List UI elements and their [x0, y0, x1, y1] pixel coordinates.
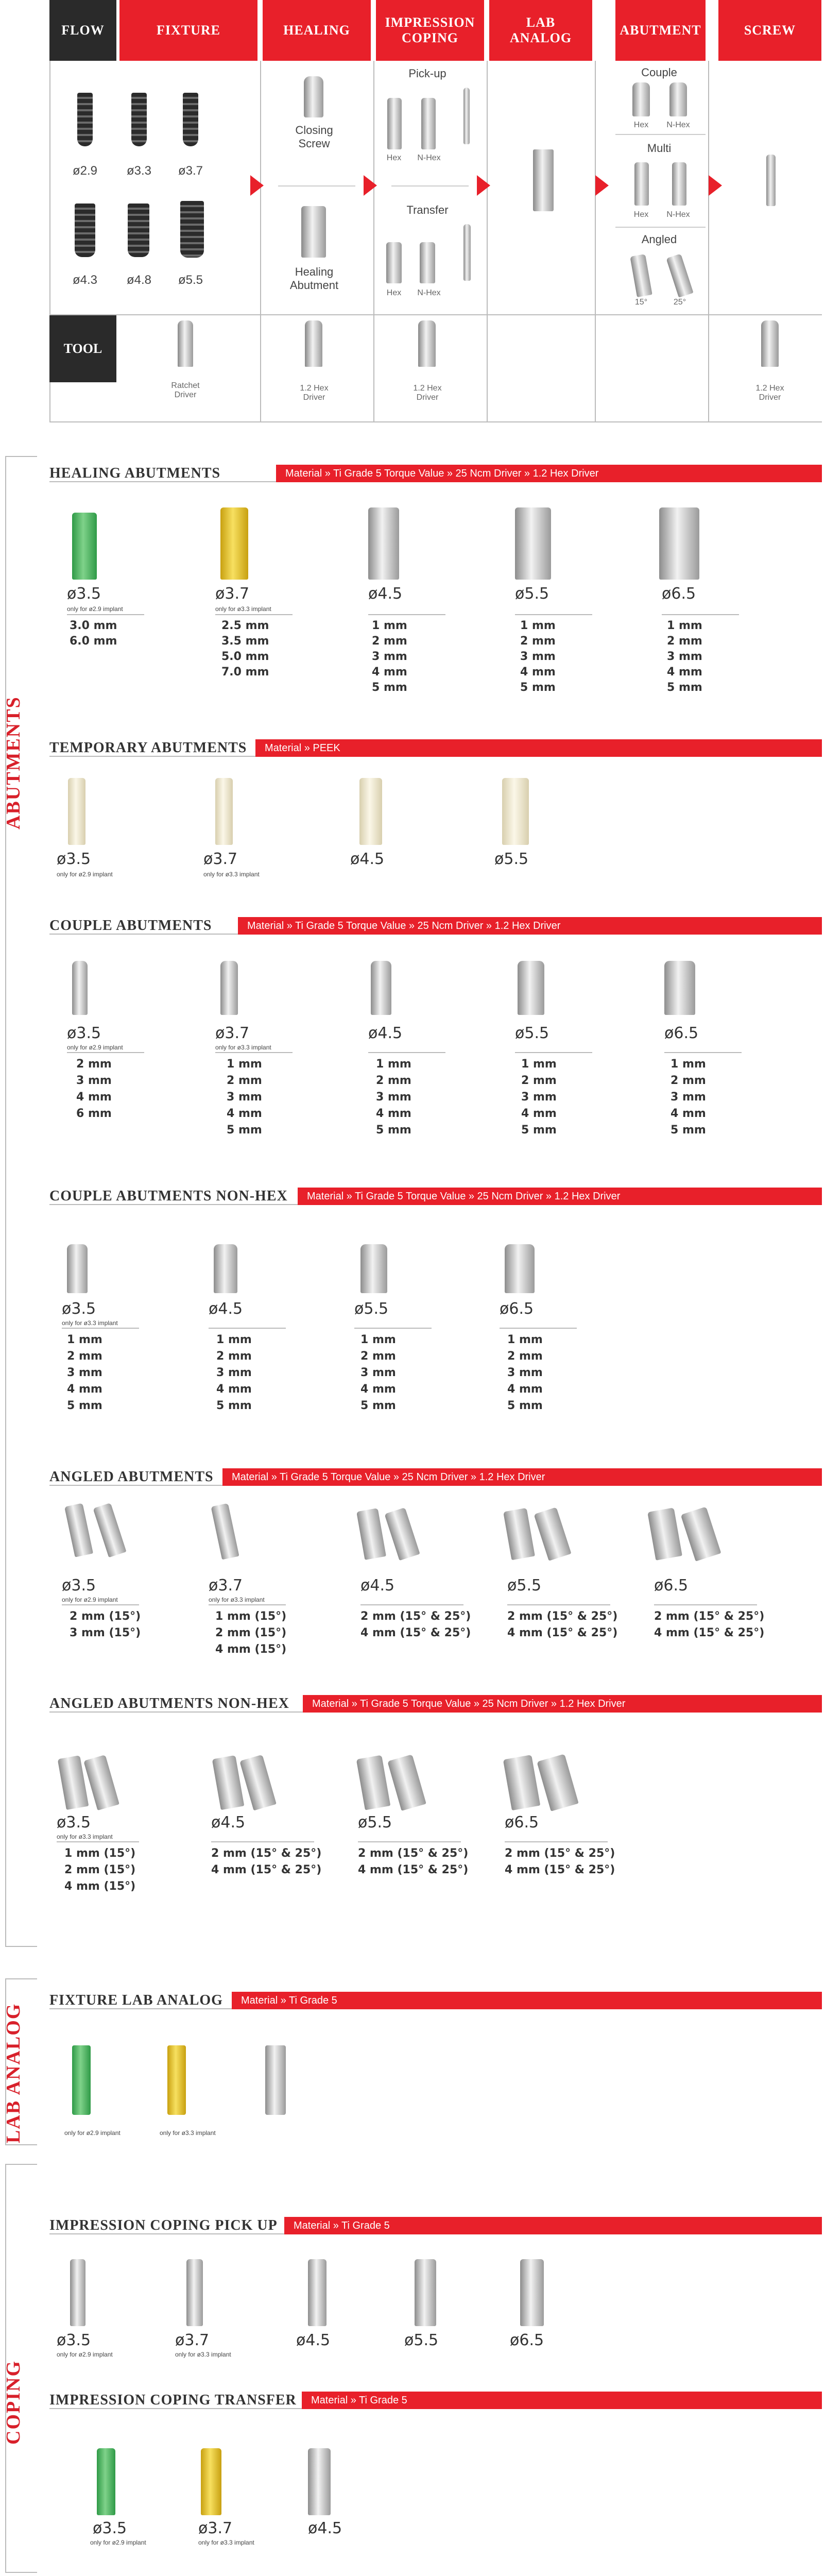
couple-abutment-icon — [371, 961, 391, 1015]
temporary-abutment-icon — [215, 778, 233, 845]
angled-abutment-icon — [503, 1508, 535, 1561]
nhex-label: N-Hex — [666, 121, 690, 129]
nhex-label: N-Hex — [417, 154, 441, 162]
section-title: IMPRESSION COPING TRANSFER — [49, 2392, 303, 2409]
abutment-group-label: Couple — [641, 66, 677, 79]
transfer-hex-icon — [386, 242, 402, 283]
implant-note: only for ø3.3 implant — [62, 1319, 118, 1327]
diameter-label: ø5.5 — [354, 1300, 389, 1318]
temporary-abutment-icon — [359, 778, 382, 845]
transfer-screw-icon — [463, 224, 471, 281]
section-header-healing — [49, 465, 822, 482]
section-spec-bar: Material » Ti Grade 5 — [302, 2392, 822, 2409]
lab-analog-icon — [72, 2045, 91, 2115]
size-list: 2 mm (15° & 25°) 4 mm (15° & 25°) — [360, 1610, 471, 1639]
angled-nonhex-icon — [212, 1755, 245, 1810]
fixture-size: ø4.8 — [126, 273, 152, 287]
angled-nonhex-icon — [239, 1755, 277, 1811]
angle-label: 15° — [634, 298, 648, 307]
nhex-label: N-Hex — [666, 210, 690, 219]
size-list: 2 mm (15° & 25°) 4 mm (15° & 25°) — [358, 1847, 469, 1876]
diameter-label: ø3.5 — [67, 585, 101, 603]
multi-nhex-icon — [672, 162, 686, 206]
section-title: COUPLE ABUTMENTS — [49, 918, 218, 934]
section-spec-bar: Material » Ti Grade 5 Torque Value » 25 Ncm Driver » 1.2 Hex Driver — [303, 1695, 822, 1713]
diameter-label: ø6.5 — [510, 2331, 544, 2349]
diameter-label: ø4.5 — [211, 1814, 246, 1832]
implant-note: only for ø3.3 implant — [198, 2539, 254, 2546]
lab-analog-icon — [533, 149, 554, 211]
diameter-label: ø5.5 — [358, 1814, 392, 1832]
section-spec-bar: Material » PEEK — [255, 739, 822, 757]
section-spec-bar: Material » Ti Grade 5 Torque Value » 25 Ncm Driver » 1.2 Hex Driver — [238, 917, 822, 935]
diameter-label: ø5.5 — [507, 1577, 542, 1595]
section-header-couple-nonhex — [49, 1188, 822, 1205]
flow-arrow-icon — [250, 175, 264, 196]
size-list: 1 mm 2 mm 3 mm 4 mm 5 mm — [216, 1333, 252, 1412]
header-impression-coping: IMPRESSION COPING — [376, 0, 484, 61]
tool-label: 1.2 Hex Driver — [755, 384, 784, 402]
side-label-lab-analog: LAB ANALOG — [3, 2003, 24, 2143]
angled-15-icon — [630, 254, 652, 297]
size-list: 1 mm 2 mm 3 mm 4 mm 5 mm — [520, 619, 556, 694]
lab-analog-icon — [167, 2045, 186, 2115]
section-title: HEALING ABUTMENTS — [49, 465, 227, 482]
fixture-implant-icon — [77, 93, 93, 146]
couple-nonhex-icon — [214, 1244, 237, 1293]
fixture-implant-icon — [75, 204, 95, 257]
diameter-label: ø6.5 — [662, 585, 696, 603]
size-list: 2 mm 3 mm 4 mm 6 mm — [76, 1058, 112, 1120]
size-list: 2.5 mm 3.5 mm 5.0 mm 7.0 mm — [221, 619, 269, 679]
multi-hex-icon — [634, 162, 649, 206]
diameter-label: ø6.5 — [664, 1024, 699, 1042]
section-spec-bar: Material » Ti Grade 5 Torque Value » 25 Ncm Driver » 1.2 Hex Driver — [298, 1188, 822, 1205]
diameter-label: ø3.5 — [62, 1577, 96, 1595]
transfer-coping-icon — [308, 2448, 331, 2515]
diameter-label: ø3.5 — [62, 1300, 96, 1318]
lab-analog-icon — [265, 2045, 286, 2115]
tool-label: 1.2 Hex Driver — [413, 384, 442, 402]
diameter-label: ø6.5 — [654, 1577, 689, 1595]
diameter-label: ø3.5 — [57, 1814, 91, 1832]
section-title: IMPRESSION COPING PICK UP — [49, 2217, 284, 2234]
temporary-abutment-icon — [68, 778, 85, 845]
tool-label: Ratchet Driver — [171, 381, 200, 399]
couple-abutment-icon — [72, 961, 88, 1015]
section-title: FIXTURE LAB ANALOG — [49, 1992, 229, 2009]
diameter-label: ø5.5 — [404, 2331, 439, 2349]
diameter-label: ø6.5 — [505, 1814, 539, 1832]
size-list: 1 mm 2 mm 3 mm 4 mm 5 mm — [360, 1333, 396, 1412]
flow-arrow-icon — [477, 175, 490, 196]
implant-note: only for ø2.9 implant — [57, 871, 113, 878]
healing-item-label: Healing Abutment — [289, 265, 339, 292]
implant-note: only for ø3.3 implant — [160, 2129, 216, 2137]
couple-nonhex-icon — [67, 1244, 88, 1293]
header-healing: HEALING — [263, 0, 371, 61]
section-header-angled — [49, 1468, 822, 1486]
section-header-pickup — [49, 2217, 822, 2234]
pickup-screw-icon — [463, 88, 470, 144]
size-list: 1 mm (15°) 2 mm (15°) 4 mm (15°) — [215, 1610, 287, 1656]
side-label-coping: COPING — [3, 2360, 24, 2445]
section-header-temporary — [49, 739, 822, 757]
diameter-label: ø3.7 — [215, 1024, 250, 1042]
diameter-label: ø5.5 — [494, 850, 529, 868]
pickup-coping-icon — [186, 2259, 203, 2326]
header-screw: SCREW — [718, 0, 821, 61]
header-fixture: FIXTURE — [119, 0, 257, 61]
pickup-hex-icon — [387, 98, 402, 149]
implant-note: only for ø3.3 implant — [209, 1596, 265, 1603]
tool-label: 1.2 Hex Driver — [300, 384, 329, 402]
section-spec-bar: Material » Ti Grade 5 — [284, 2217, 822, 2234]
fixture-size: ø5.5 — [178, 273, 203, 287]
section-title: ANGLED ABUTMENTS — [49, 1469, 220, 1485]
header-lab-analog: LAB ANALOG — [489, 0, 592, 61]
abutments-bracket — [5, 456, 37, 1947]
couple-nonhex-icon — [360, 1244, 387, 1293]
section-spec-bar: Material » Ti Grade 5 Torque Value » 25 Ncm Driver » 1.2 Hex Driver — [276, 465, 822, 482]
temporary-abutment-icon — [502, 778, 529, 845]
implant-note: only for ø3.3 implant — [215, 605, 271, 613]
coping-group-label: Pick-up — [408, 67, 446, 80]
abutment-group-label: Multi — [647, 142, 672, 155]
diameter-label: ø5.5 — [515, 1024, 549, 1042]
size-list: 1 mm 2 mm 3 mm 4 mm 5 mm — [671, 1058, 706, 1137]
healing-abutment-icon — [301, 206, 326, 258]
couple-abutment-icon — [664, 961, 695, 1015]
diameter-label: ø4.5 — [209, 1300, 243, 1318]
implant-note: only for ø2.9 implant — [64, 2129, 121, 2137]
diameter-label: ø4.5 — [350, 850, 385, 868]
flow-arrow-icon — [709, 175, 722, 196]
diameter-label: ø3.5 — [57, 2331, 91, 2349]
diameter-label: ø4.5 — [308, 2519, 342, 2537]
angled-25-icon — [666, 253, 693, 297]
pickup-coping-icon — [70, 2259, 85, 2326]
diameter-label: ø4.5 — [360, 1577, 395, 1595]
tool-header: TOOL — [49, 315, 116, 382]
healing-abutment-icon — [368, 507, 399, 580]
section-title: TEMPORARY ABUTMENTS — [49, 740, 253, 756]
size-list: 1 mm 2 mm 3 mm 4 mm 5 mm — [507, 1333, 543, 1412]
fixture-size: ø3.3 — [126, 164, 152, 178]
pickup-coping-icon — [415, 2259, 436, 2326]
size-list: 1 mm 2 mm 3 mm 4 mm 5 mm — [376, 1058, 411, 1137]
section-header-angled-nonhex — [49, 1695, 822, 1713]
healing-abutment-icon — [515, 507, 551, 580]
section-title: COUPLE ABUTMENTS NON-HEX — [49, 1188, 294, 1205]
header-abutment: ABUTMENT — [615, 0, 706, 61]
pickup-coping-icon — [520, 2259, 544, 2326]
implant-note: only for ø3.3 implant — [203, 871, 260, 878]
hex-label: Hex — [633, 210, 649, 219]
fixture-implant-icon — [131, 93, 147, 146]
size-list: 1 mm 2 mm 3 mm 4 mm 5 mm — [227, 1058, 262, 1137]
angled-abutment-icon — [93, 1503, 126, 1557]
couple-nhex-icon — [669, 82, 687, 116]
couple-hex-icon — [632, 82, 650, 116]
diameter-label: ø5.5 — [515, 585, 549, 603]
size-list: 2 mm (15° & 25°) 4 mm (15° & 25°) — [505, 1847, 615, 1876]
transfer-coping-icon — [201, 2448, 221, 2515]
hex-label: Hex — [386, 289, 402, 297]
section-header-couple — [49, 917, 822, 935]
diameter-label: ø3.7 — [209, 1577, 243, 1595]
section-title: ANGLED ABUTMENTS NON-HEX — [49, 1696, 296, 1712]
healing-item-label: Closing Screw — [295, 124, 333, 150]
fixture-size: ø4.3 — [72, 273, 98, 287]
fixture-implant-icon — [180, 201, 204, 258]
flow-arrow-icon — [364, 175, 377, 196]
hex-driver-icon — [761, 320, 779, 367]
coping-group-label: Transfer — [406, 204, 449, 216]
implant-note: only for ø3.3 implant — [215, 1044, 271, 1051]
nhex-label: N-Hex — [417, 289, 441, 297]
angled-abutment-icon — [647, 1507, 682, 1561]
section-header-transfer — [49, 2392, 822, 2409]
couple-nonhex-icon — [505, 1244, 535, 1293]
size-list: 2 mm (15°) 3 mm (15°) — [70, 1610, 141, 1639]
angled-abutment-icon — [356, 1508, 386, 1560]
section-spec-bar: Material » Ti Grade 5 — [232, 1992, 822, 2009]
hex-label: Hex — [633, 121, 649, 129]
healing-abutment-icon — [72, 513, 97, 580]
healing-abutment-icon — [220, 507, 248, 580]
angled-nonhex-icon — [387, 1754, 426, 1811]
angled-abutment-icon — [64, 1503, 93, 1557]
section-header-lab — [49, 1992, 822, 2009]
angled-abutment-icon — [534, 1507, 571, 1561]
closing-screw-icon — [304, 76, 323, 117]
angled-nonhex-icon — [503, 1755, 541, 1810]
implant-note: only for ø2.9 implant — [57, 2351, 113, 2358]
section-spec-bar: Material » Ti Grade 5 Torque Value » 25 Ncm Driver » 1.2 Hex Driver — [222, 1468, 822, 1486]
couple-abutment-icon — [518, 961, 544, 1015]
angled-abutment-icon — [384, 1507, 420, 1561]
angle-label: 25° — [673, 298, 686, 307]
diameter-label: ø3.7 — [175, 2331, 210, 2349]
implant-note: only for ø3.3 implant — [175, 2351, 231, 2358]
size-list: 2 mm (15° & 25°) 4 mm (15° & 25°) — [654, 1610, 765, 1639]
diameter-label: ø3.7 — [203, 850, 238, 868]
size-list: 2 mm (15° & 25°) 4 mm (15° & 25°) — [507, 1610, 618, 1639]
diameter-label: ø3.7 — [215, 585, 250, 603]
size-list: 2 mm (15° & 25°) 4 mm (15° & 25°) — [211, 1847, 322, 1876]
flow-arrow-icon — [595, 175, 609, 196]
angled-nonhex-icon — [537, 1754, 578, 1811]
healing-abutment-icon — [659, 507, 699, 580]
transfer-nhex-icon — [420, 242, 435, 283]
fixture-size: ø3.7 — [178, 164, 203, 178]
angled-abutment-icon — [211, 1503, 239, 1560]
diameter-label: ø3.5 — [93, 2519, 127, 2537]
diameter-label: ø3.7 — [198, 2519, 233, 2537]
diameter-label: ø4.5 — [296, 2331, 331, 2349]
abutment-group-label: Angled — [641, 233, 677, 246]
fixture-implant-icon — [128, 204, 149, 257]
hex-driver-icon — [418, 320, 436, 367]
fixture-implant-icon — [183, 93, 198, 146]
angled-nonhex-icon — [356, 1755, 391, 1810]
diameter-label: ø3.5 — [57, 850, 91, 868]
side-label-abutments: ABUTMENTS — [3, 696, 24, 829]
ratchet-driver-icon — [178, 320, 193, 367]
size-list: 1 mm 2 mm 3 mm 4 mm 5 mm — [67, 1333, 102, 1412]
hex-label: Hex — [386, 154, 402, 162]
implant-note: only for ø3.3 implant — [57, 1833, 113, 1840]
size-list: 1 mm 2 mm 3 mm 4 mm 5 mm — [667, 619, 702, 694]
implant-note: only for ø2.9 implant — [67, 605, 123, 613]
implant-note: only for ø2.9 implant — [62, 1596, 118, 1603]
size-list: 3.0 mm 6.0 mm — [70, 619, 117, 648]
size-list: 1 mm (15°) 2 mm (15°) 4 mm (15°) — [64, 1847, 136, 1893]
angled-nonhex-icon — [83, 1755, 119, 1810]
pickup-nhex-icon — [421, 98, 436, 149]
diameter-label: ø3.5 — [67, 1024, 101, 1042]
header-flow: FLOW — [49, 0, 116, 61]
implant-note: only for ø2.9 implant — [67, 1044, 123, 1051]
screw-icon — [766, 155, 776, 206]
fixture-size: ø2.9 — [72, 164, 98, 178]
implant-note: only for ø2.9 implant — [90, 2539, 146, 2546]
diameter-label: ø4.5 — [368, 585, 403, 603]
angled-abutment-icon — [681, 1506, 721, 1561]
diameter-label: ø6.5 — [500, 1300, 534, 1318]
hex-driver-icon — [305, 320, 322, 367]
transfer-coping-icon — [97, 2448, 115, 2515]
couple-abutment-icon — [220, 961, 238, 1015]
pickup-coping-icon — [308, 2259, 326, 2326]
size-list: 1 mm 2 mm 3 mm 4 mm 5 mm — [372, 619, 407, 694]
size-list: 1 mm 2 mm 3 mm 4 mm 5 mm — [521, 1058, 557, 1137]
diameter-label: ø4.5 — [368, 1024, 403, 1042]
